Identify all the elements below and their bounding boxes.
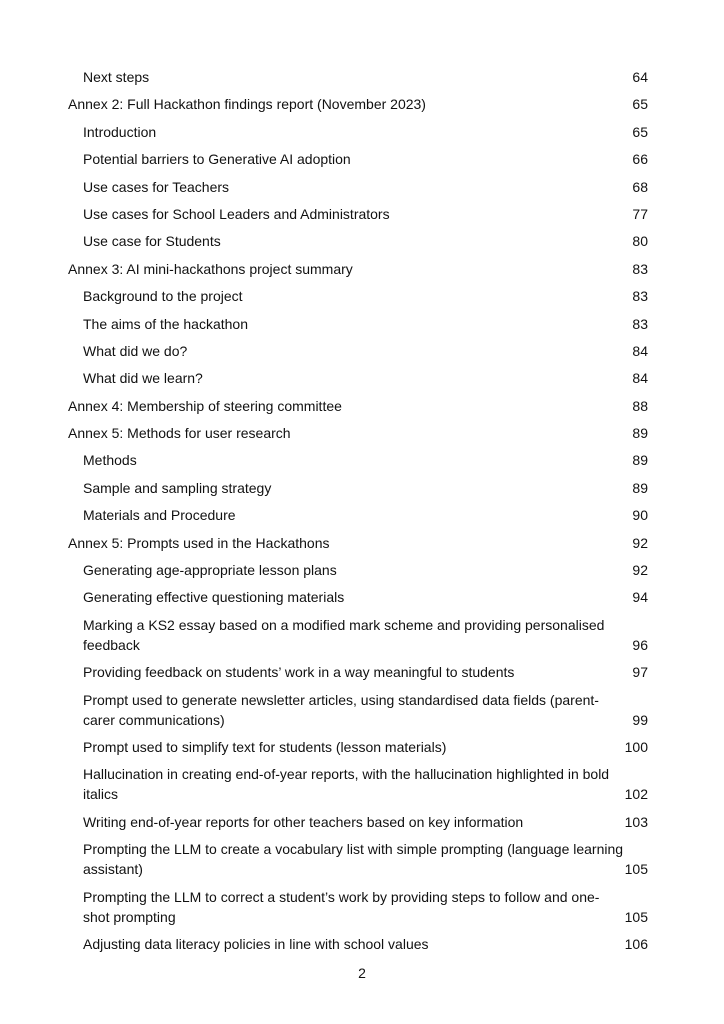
toc-entry-title: Annex 4: Membership of steering committee bbox=[68, 397, 342, 414]
toc-entry-title: The aims of the hackathon bbox=[83, 315, 248, 332]
toc-entry-page: 66 bbox=[632, 151, 648, 168]
toc-entry[interactable] bbox=[68, 812, 648, 832]
toc-entry[interactable] bbox=[68, 615, 648, 655]
toc-entry-page: 64 bbox=[632, 69, 648, 85]
toc-entry[interactable] bbox=[68, 368, 648, 388]
toc-entry[interactable] bbox=[68, 341, 648, 361]
toc-entry-page: 89 bbox=[632, 425, 648, 442]
toc-entry-title: Prompt used to simplify text for students (lesson materials) bbox=[83, 738, 447, 755]
toc-entry[interactable] bbox=[68, 934, 648, 954]
toc-entry-title: Prompt used to generate newsletter articles, using standardised data fields (parent-carer communications) bbox=[83, 691, 599, 728]
toc-entry-title: Next steps bbox=[83, 69, 150, 85]
toc-entry-title: Annex 3: AI mini-hackathons project summary bbox=[68, 260, 353, 277]
toc-entry-page: 92 bbox=[632, 534, 648, 551]
toc-entry-page: 105 bbox=[624, 908, 648, 925]
toc-entry-title: Annex 5: Methods for user research bbox=[68, 425, 291, 442]
toc-entry-page: 65 bbox=[632, 123, 648, 140]
toc-entry[interactable] bbox=[68, 690, 648, 730]
toc-entry-title: Introduction bbox=[83, 123, 157, 140]
toc-entry[interactable] bbox=[68, 67, 648, 87]
toc-entry[interactable] bbox=[68, 560, 648, 580]
toc-entry-page: 84 bbox=[632, 342, 648, 359]
toc-entry-page: 89 bbox=[632, 479, 648, 496]
toc-entry-title: Prompting the LLM to create a vocabulary list with simple prompting (language learning assistant) bbox=[83, 841, 624, 878]
toc-entry[interactable] bbox=[68, 887, 648, 927]
toc-entry[interactable] bbox=[68, 662, 648, 682]
toc-entry[interactable] bbox=[68, 177, 648, 197]
toc-entry-title: Background to the project bbox=[83, 288, 243, 305]
toc-entry[interactable] bbox=[68, 505, 648, 525]
toc-entry-title: Use case for Students bbox=[83, 233, 221, 250]
toc-entry-title: Hallucination in creating end-of-year reports, with the hallucination highlighted in bold italics bbox=[83, 766, 610, 803]
toc-entry[interactable] bbox=[68, 396, 648, 416]
toc-entry-page: 77 bbox=[632, 205, 648, 222]
toc-entry-title: Generating age-appropriate lesson plans bbox=[83, 562, 337, 579]
toc-entry-title: Sample and sampling strategy bbox=[83, 479, 272, 496]
toc-entry-page: 84 bbox=[632, 370, 648, 387]
toc-entry-page: 88 bbox=[632, 397, 648, 414]
toc-entry-page: 94 bbox=[632, 589, 648, 606]
toc-entry-page: 83 bbox=[632, 288, 648, 305]
toc-entry-title: Adjusting data literacy policies in line with school values bbox=[83, 935, 429, 952]
toc-entry-page: 97 bbox=[632, 664, 648, 681]
page-number: 2 bbox=[358, 965, 366, 981]
toc-entry-page: 90 bbox=[632, 507, 648, 524]
toc-entry-page: 89 bbox=[632, 452, 648, 469]
toc-entry-title: Potential barriers to Generative AI adoption bbox=[83, 151, 351, 168]
toc-entry[interactable] bbox=[68, 94, 648, 114]
toc-entry-title: Annex 2: Full Hackathon findings report (November 2023) bbox=[68, 96, 426, 113]
toc-entry[interactable] bbox=[68, 737, 648, 757]
toc-entry-page: 68 bbox=[632, 178, 648, 195]
toc-entry-page: 99 bbox=[632, 711, 648, 728]
toc-entry-title: What did we learn? bbox=[83, 370, 203, 387]
toc-entry-title: Prompting the LLM to correct a student’s work by providing steps to follow and one-shot prompting bbox=[83, 888, 600, 925]
toc-entry[interactable] bbox=[68, 149, 648, 169]
toc-entry-title: Generating effective questioning materials bbox=[83, 589, 345, 606]
toc-entry-page: 106 bbox=[624, 935, 648, 952]
toc-entry-title: Marking a KS2 essay based on a modified mark scheme and providing personalised feedback bbox=[83, 616, 605, 653]
toc-entry[interactable] bbox=[68, 423, 648, 443]
toc-entry[interactable] bbox=[68, 839, 648, 879]
toc-entry-page: 96 bbox=[632, 636, 648, 653]
toc-entry[interactable] bbox=[68, 286, 648, 306]
toc-entry-page: 83 bbox=[632, 315, 648, 332]
toc-entry-title: Writing end-of-year reports for other teachers based on key information bbox=[83, 813, 524, 830]
toc-entry-title: Methods bbox=[83, 452, 137, 469]
toc-entry[interactable] bbox=[68, 478, 648, 498]
toc-entry[interactable] bbox=[68, 122, 648, 142]
toc-entry-title: Providing feedback on students’ work in a way meaningful to students bbox=[83, 664, 515, 681]
toc-entry[interactable] bbox=[68, 587, 648, 607]
toc-entry[interactable] bbox=[68, 259, 648, 279]
toc-entry[interactable] bbox=[68, 533, 648, 553]
toc-entry-title: What did we do? bbox=[83, 342, 188, 359]
toc-entry-title: Materials and Procedure bbox=[83, 507, 236, 524]
toc-entry[interactable] bbox=[68, 314, 648, 334]
toc-entry-page: 65 bbox=[632, 96, 648, 113]
table-of-contents bbox=[68, 67, 648, 961]
toc-entry-title: Annex 5: Prompts used in the Hackathons bbox=[68, 534, 330, 551]
toc-entry-page: 103 bbox=[624, 813, 648, 830]
toc-entry-title: Use cases for Teachers bbox=[83, 178, 230, 195]
toc-entry-page: 83 bbox=[632, 260, 648, 277]
toc-entry-page: 80 bbox=[632, 233, 648, 250]
toc-entry-page: 100 bbox=[624, 738, 648, 755]
toc-entry-page: 92 bbox=[632, 562, 648, 579]
toc-entry-title: Use cases for School Leaders and Administrators bbox=[83, 205, 390, 222]
toc-entry-page: 102 bbox=[624, 786, 648, 803]
toc-entry[interactable] bbox=[68, 764, 648, 804]
toc-entry[interactable] bbox=[68, 231, 648, 251]
toc-entry[interactable] bbox=[68, 204, 648, 224]
toc-entry-page: 105 bbox=[624, 861, 648, 878]
toc-entry[interactable] bbox=[68, 450, 648, 470]
